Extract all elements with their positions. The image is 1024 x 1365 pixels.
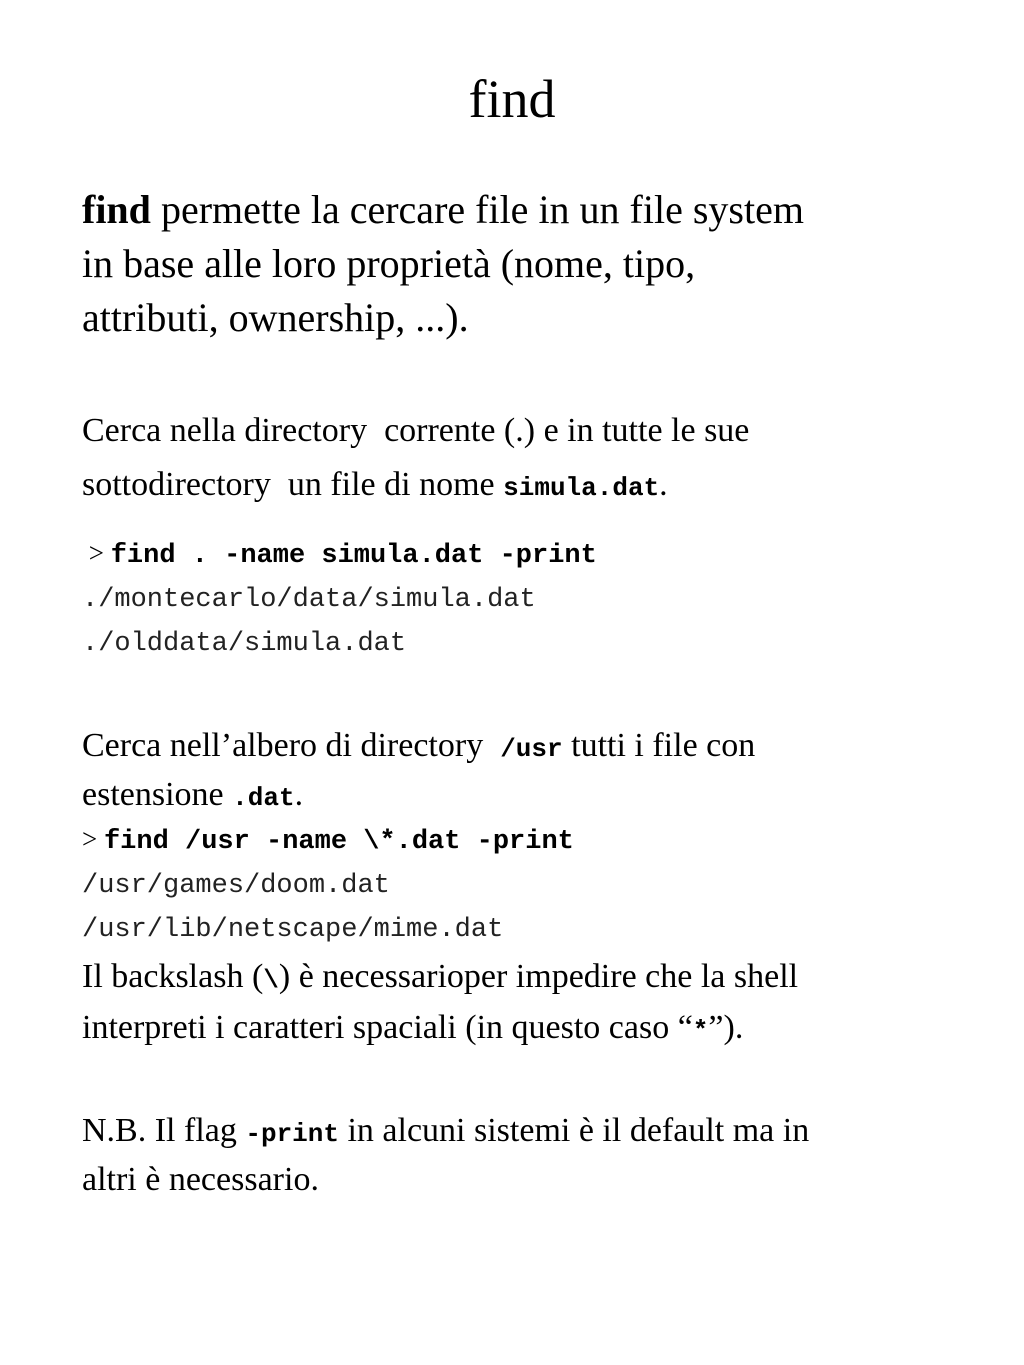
example2-line-1-text: Cerca nell’albero di directory [82,727,501,764]
example2-command: find /usr -name \*.dat -print [103,827,574,857]
backslash-note-line-1-post: ) è necessarioper impedire che la shell [278,958,799,995]
example1-command-line [82,531,962,578]
example1-line-2 [82,458,962,515]
intro-paragraph [82,183,962,345]
example2-line-1 [82,723,962,772]
example2-line-2-end: . [294,776,304,813]
backslash-note-line-1-pre: Il backslash ( [82,958,264,995]
example2-output-2: /usr/lib/netscape/mime.dat [82,915,504,945]
example1-line-2-end: . [659,466,668,503]
print-note-line-1-pre: N.B. Il flag [82,1112,246,1149]
example1-description [82,404,962,515]
intro-line-1-text: permette la cercare file in un file system [150,187,804,232]
intro-line-1 [82,183,962,237]
intro-line-3: attributi, ownership, ...). [82,295,469,340]
example2-command-line [82,817,962,864]
backslash-code: \ [263,965,279,995]
backslash-note-line-2-pre: interpreti i caratteri spaciali (in questo caso “ [82,1009,693,1046]
example1-output-2: ./olddata/simula.dat [82,629,407,659]
example2-output-1: /usr/games/doom.dat [82,871,390,901]
filename-code: simula.dat [503,473,660,503]
backslash-note [82,953,962,1055]
backslash-note-line-2-post: ”). [708,1009,744,1046]
example1-command: find . -name simula.dat -print [110,541,597,571]
print-note-line-2: altri è necessario. [82,1161,319,1198]
example1-line-2-text: sottodirectory un file di nome [82,466,504,503]
example2-terminal [82,817,962,952]
example1-terminal [82,531,962,666]
example2-line-1-end: tutti i file con [562,727,756,764]
usr-code: /usr [500,734,563,764]
backslash-note-line-2 [82,1004,962,1055]
example2-line-2-text: estensione [82,776,233,813]
dat-extension-code: .dat [232,783,295,813]
example2-description [82,723,962,821]
asterisk-code: * [692,1016,709,1046]
find-keyword: find [82,187,151,232]
backslash-note-line-1 [82,953,962,1004]
example1-output-1: ./montecarlo/data/simula.dat [82,585,536,615]
print-note-line-1 [82,1108,962,1157]
prompt-symbol: > [82,538,111,568]
slide-title: find [468,69,556,129]
example2-line-2 [82,772,962,821]
print-flag-note [82,1108,962,1202]
print-note-line-1-post: in alcuni sistemi è il default ma in [338,1112,810,1149]
print-flag-code: -print [245,1119,339,1149]
example1-line-1: Cerca nella directory corrente (.) e in tutte le sue [82,412,750,449]
intro-line-2: in base alle loro proprietà (nome, tipo, [82,241,696,286]
prompt-symbol: > [82,824,104,854]
